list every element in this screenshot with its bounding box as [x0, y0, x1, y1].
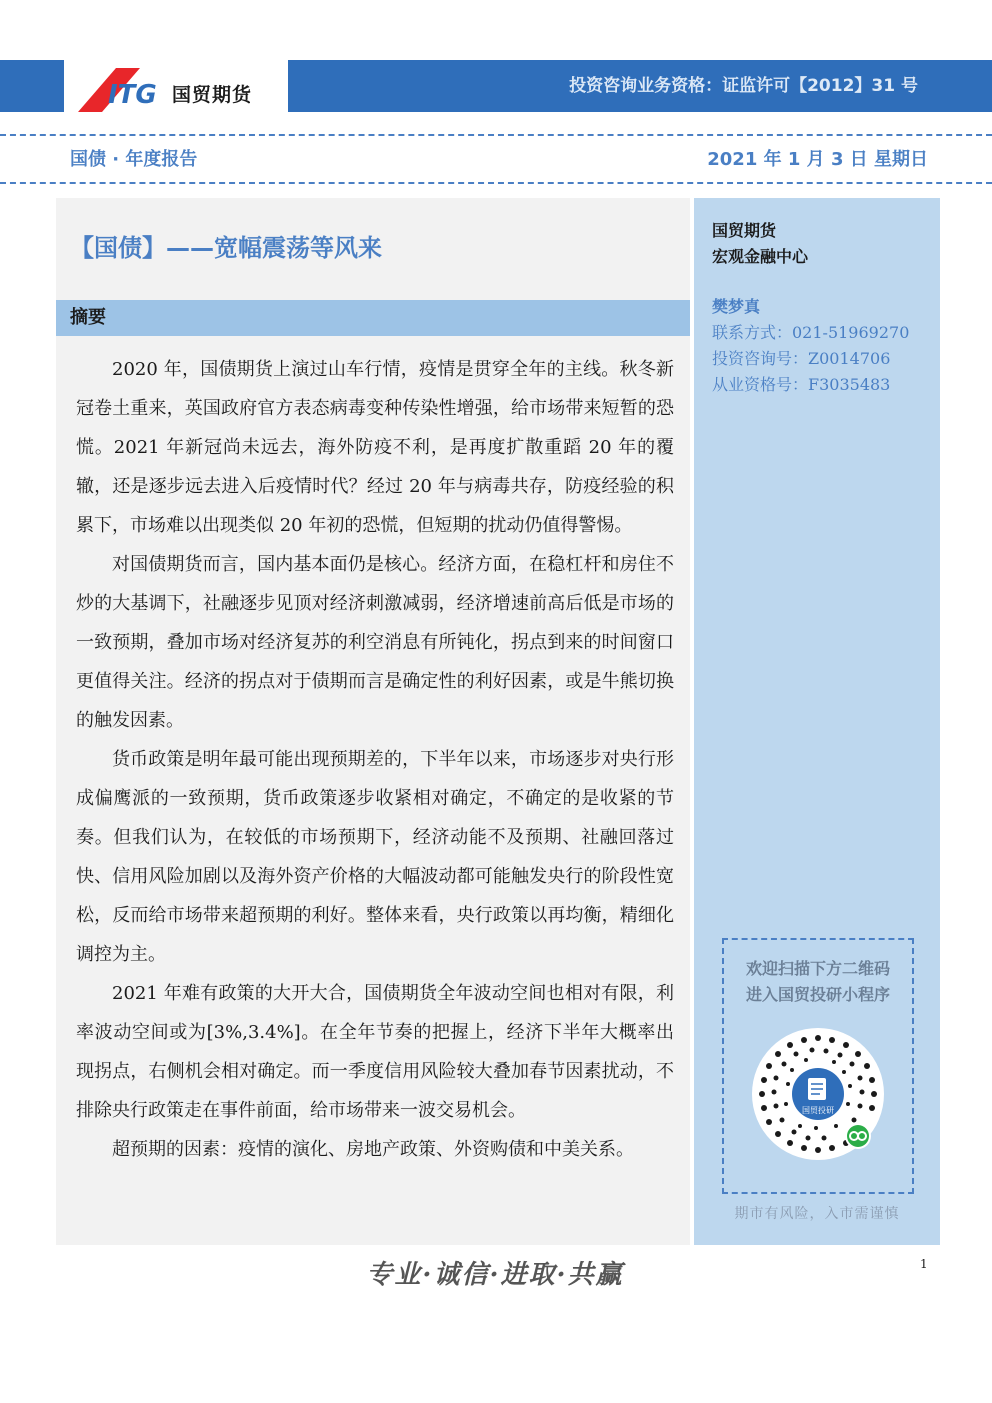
- paragraph: 超预期的因素：疫情的演化、房地产政策、外资购债和中美关系。: [112, 1139, 634, 1160]
- qr-caption-line1: 欢迎扫描下方二维码: [745, 959, 890, 978]
- qr-caption: [724, 956, 912, 1008]
- report-type: 国债 · 年度报告: [70, 149, 198, 170]
- page-title: 【国债】——宽幅震荡等风来: [70, 234, 382, 262]
- report-date: 2021 年 1 月 3 日 星期日: [707, 149, 928, 170]
- paragraph: 对国债期货而言，国内基本面仍是核心。经济方面，在稳杠杆和房住不炒的大基调下，社融逐步见顶对经济刺激减弱，经济增速前高后低是市场的一致预期，叠加市场对经济复苏的利空消息有所钝化，拐点到来的时间窗口更值得关注。经济的拐点对于债期而言是确定性的利好因素，或是牛熊切换的触发因素。: [76, 554, 674, 731]
- paragraph: 2021 年难有政策的大开大合，国债期货全年波动空间也相对有限，利率波动空间或为[3%,3.4%]。在全年节奏的把握上，经济下半年大概率出现拐点，右侧机会相对确定。而一季度信用风险较大叠加春节因素扰动，不排除央行政策走在事件前面，给市场带来一波交易机会。: [76, 983, 674, 1121]
- analyst-contacts: [712, 320, 909, 398]
- contact-phone: 联系方式：021-51969270: [712, 323, 910, 342]
- analyst-name: 樊梦真: [712, 297, 761, 316]
- org-name: 国贸期货: [712, 221, 777, 240]
- qr-code-box: [722, 938, 914, 1194]
- abstract-header: [56, 300, 690, 336]
- paragraph: 货币政策是明年最可能出现预期差的，下半年以来，市场逐步对央行形成偏鹰派的一致预期，货币政策逐步收紧相对确定，不确定的是收紧的节奏。但我们认为，在较低的市场预期下，经济动能不及预期、社融回落过快、信用风险加剧以及海外资产价格的大幅波动都可能触发央行的阶段性宽松，反而给市场带来超预期的利好。整体来看，央行政策以再均衡，精细化调控为主。: [76, 749, 674, 965]
- logo-company-name: 国贸期货: [172, 84, 253, 106]
- logo-latin: ITG: [108, 80, 157, 110]
- license-text: 投资咨询业务资格：证监许可【2012】31 号: [569, 76, 918, 96]
- qualification-number: 从业资格号：F3035483: [712, 375, 891, 394]
- divider-top: [0, 134, 992, 136]
- dept-name: 宏观金融中心: [712, 247, 809, 266]
- company-logo: [64, 58, 288, 116]
- advisory-number: 投资咨询号：Z0014706: [712, 349, 891, 368]
- qr-caption-line2: 进入国贸投研小程序: [745, 985, 890, 1004]
- abstract-body: [76, 350, 674, 1169]
- divider-bottom: [0, 182, 992, 184]
- qr-center-label: 国贸投研: [802, 1106, 834, 1115]
- risk-notice: 期市有风险，入市需谨慎: [734, 1206, 900, 1222]
- page-number: 1: [920, 1257, 928, 1271]
- sidebar-org: [712, 218, 808, 270]
- paragraph: 2020 年，国债期货上演过山车行情，疫情是贯穿全年的主线。秋冬新冠卷土重来，英国政府官方表态病毒变种传染性增强，给市场带来短暂的恐慌。2021 年新冠尚未远去，海外防疫不利，是再度扩散重蹈 20 年的覆辙，还是逐步远去进入后疫情时代？经过 20 年与病毒共存，防疫经验的积累下，市场难以出现类似 20 年初的恐慌，但短期的扰动仍值得警惕。: [76, 359, 674, 536]
- mini-program-qr-code[interactable]: [748, 1024, 888, 1164]
- abstract-label: 摘要: [70, 307, 106, 328]
- footer-slogan: 专业·诚信·进取·共赢: [366, 1260, 624, 1290]
